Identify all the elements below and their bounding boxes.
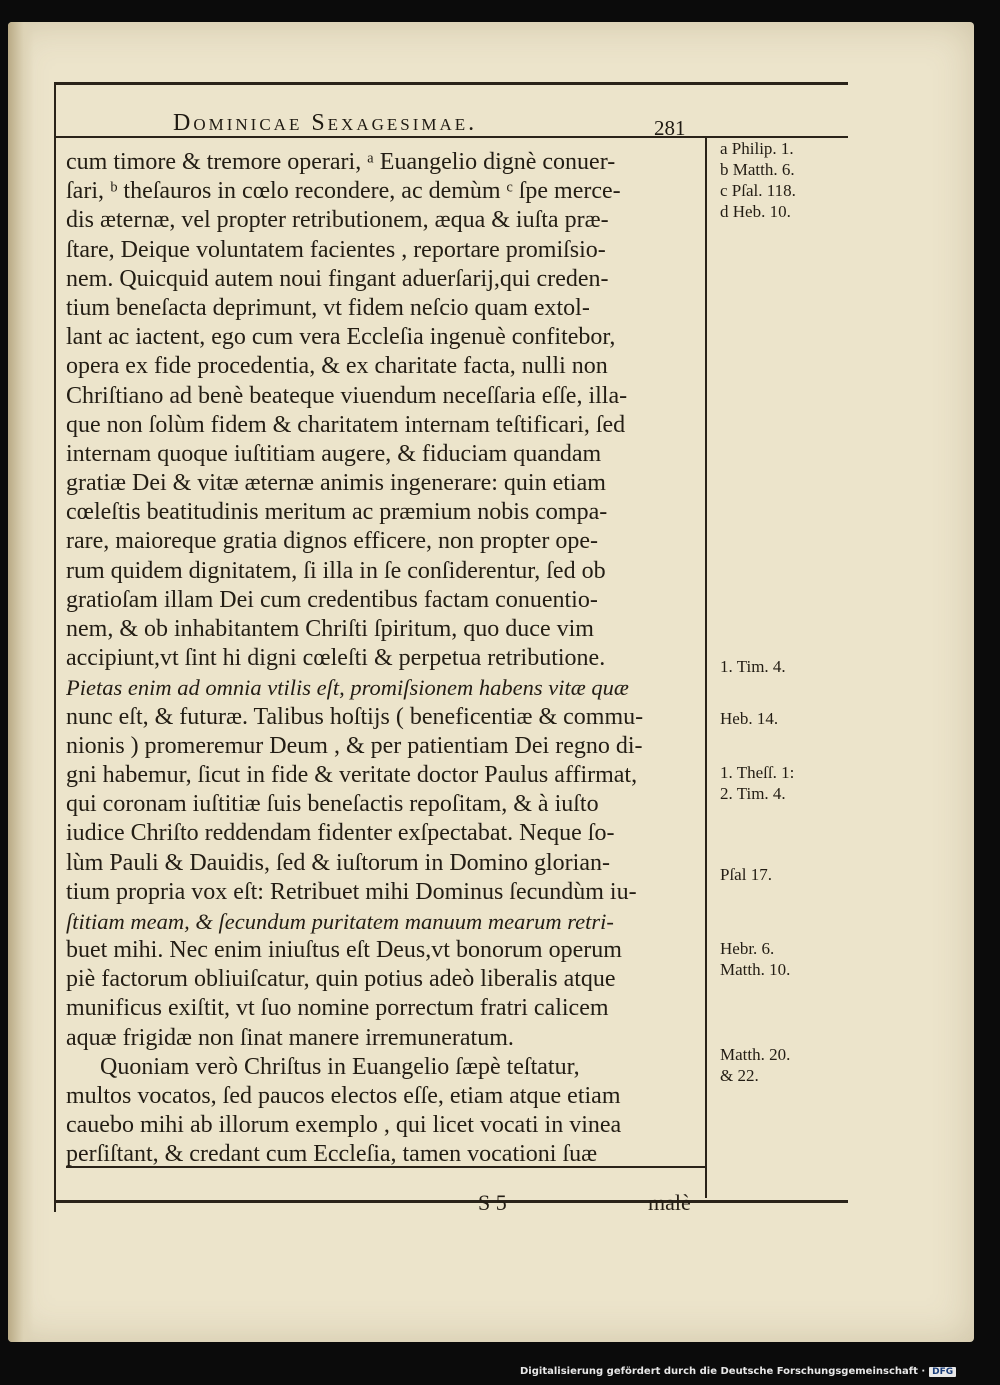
dfg-logo: DFG — [929, 1367, 956, 1377]
margin-note-line: 2. Tim. 4. — [720, 784, 786, 803]
text-line: gratiæ Dei & vitæ æternæ animis ingenerare: quin etiam — [66, 470, 606, 497]
margin-note — [720, 864, 838, 885]
margin-note-line: 1. Tim. 4. — [720, 657, 786, 676]
text-line: dis æternæ, vel propter retributionem, æqua & iuſta præ- — [66, 207, 609, 234]
margin-note-line: & 22. — [720, 1066, 759, 1085]
text-line: lant ac iactent, ego cum vera Eccleſia ingenuè confitebor, — [66, 324, 616, 351]
margin-note — [720, 938, 838, 980]
text-line: internam quoque iuſtitiam augere, & fiduciam quandam — [66, 440, 602, 467]
digitization-credit — [520, 1366, 956, 1377]
credit-text: Digitalisierung gefördert durch die Deutsche Forschungsgemeinschaft · — [520, 1366, 926, 1377]
text-line: rum quidem dignitatem, ſi illa in ſe conſiderentur, ſed ob — [66, 557, 606, 584]
text-line-paragraph-start: Quoniam verò Chriſtus in Euangelio ſæpè teſtatur, — [100, 1053, 580, 1080]
text-line: gni habemur, ſicut in fide & veritate doctor Paulus affirmat, — [66, 761, 638, 788]
main-text-block — [66, 148, 706, 1170]
text-line: piè factorum obliuiſcatur, quin potius adeò liberalis atque — [66, 966, 616, 993]
margin-note-line: c Pſal. 118. — [720, 181, 796, 200]
left-border — [54, 82, 56, 1212]
text-line: gratioſam illam Dei cum credentibus factam conuentio- — [66, 586, 598, 613]
bottom-rule — [54, 1200, 848, 1203]
text-line: nem, & ob inhabitantem Chriſti ſpiritum, quo duce vim — [66, 616, 594, 642]
text-line-italic: Pietas enim ad omnia vtilis eſt, promiſsionem habens vitæ quæ — [66, 675, 629, 701]
text-line: iudice Chriſto reddendam fidenter exſpectabat. Neque ſo- — [66, 820, 615, 847]
text-line: multos vocatos, ſed paucos electos eſſe, etiam atque etiam — [66, 1083, 621, 1109]
top-rule — [54, 82, 848, 85]
margin-note-line: Hebr. 6. — [720, 939, 775, 958]
page-number: 281 — [654, 116, 686, 140]
text-line: nunc eſt, & futuræ. Talibus hoſtijs ( beneficentiæ & commu- — [66, 703, 644, 730]
margin-note-line: Heb. 14. — [720, 709, 779, 728]
text-line: rare, maioreque gratia dignos efficere, non propter ope- — [66, 528, 598, 555]
signature-mark: S 5 — [478, 1190, 507, 1215]
margin-note-line: a Philip. 1. — [720, 139, 794, 158]
text-line: qui coronam iuſtitiæ ſuis beneſactis repoſitam, & à iuſto — [66, 791, 599, 818]
text-line: Chriſtiano ad benè beateque viuendum neceſſaria eſſe, illa- — [66, 382, 628, 409]
margin-note — [720, 656, 838, 677]
running-title: Dominicae Sexagesimae. — [173, 110, 478, 136]
text-line: cœleſtis beatitudinis meritum ac præmium nobis compa- — [66, 499, 608, 526]
margin-note — [720, 1044, 838, 1086]
text-line: cum timore & tremore operari, ᵃ Euangelio dignè conuer- — [66, 149, 616, 175]
text-line: nionis ) promeremur Deum , & per patientiam Dei regno di- — [66, 732, 643, 759]
text-line: buet mihi. Nec enim iniuſtus eſt Deus,vt bonorum operum — [66, 937, 622, 964]
margin-note-line: Matth. 20. — [720, 1045, 791, 1064]
text-line: tium beneſacta deprimunt, vt fidem neſcio quam extol- — [66, 294, 590, 321]
text-line: nem. Quicquid autem noui fingant aduerſarij,qui creden- — [66, 265, 609, 292]
margin-note — [720, 708, 838, 729]
text-line: que non ſolùm fidem & charitatem internam teſtificari, ſed — [66, 411, 626, 438]
text-line: aquæ frigidæ non ſinat manere irremuneratum. — [66, 1024, 514, 1051]
text-line: ſari, ᵇ theſauros in cœlo recondere, ac demùm ᶜ ſpe merce- — [66, 178, 621, 205]
margin-note-line: b Matth. 6. — [720, 160, 795, 179]
book-page — [8, 22, 974, 1342]
text-line: cauebo mihi ab illorum exemplo , qui licet vocati in vinea — [66, 1112, 622, 1139]
margin-note-line: Pſal 17. — [720, 865, 772, 884]
margin-note-line: d Heb. 10. — [720, 202, 791, 221]
margin-note — [720, 138, 838, 222]
margin-note — [720, 762, 838, 804]
page-spine-shadow — [8, 22, 34, 1342]
text-line: munificus exiſtit, vt ſuo nomine porrectum fratri calicem — [66, 995, 609, 1022]
text-line: accipiunt,vt ſint hi digni cœleſti & perpetua retributione. — [66, 645, 606, 672]
text-line: perſiſtant, & credant cum Eccleſia, tamen vocationi ſuæ — [66, 1141, 598, 1168]
text-line: opera ex fide procedentia, & ex charitate facta, nulli non — [66, 353, 608, 380]
catchword: malè — [648, 1190, 691, 1215]
margin-note-line: 1. Theſſ. 1: — [720, 763, 795, 782]
margin-note-line: Matth. 10. — [720, 960, 791, 979]
text-line-italic: ſtitiam meam, & ſecundum puritatem manuum mearum retri- — [66, 908, 614, 934]
text-line: ſtare, Deique voluntatem facientes , reportare promiſsio- — [66, 236, 606, 263]
text-line: tium propria vox eſt: Retribuet mihi Dominus ſecundùm iu- — [66, 878, 637, 905]
text-line: lùm Pauli & Dauidis, ſed & iuſtorum in Domino glorian- — [66, 849, 610, 876]
